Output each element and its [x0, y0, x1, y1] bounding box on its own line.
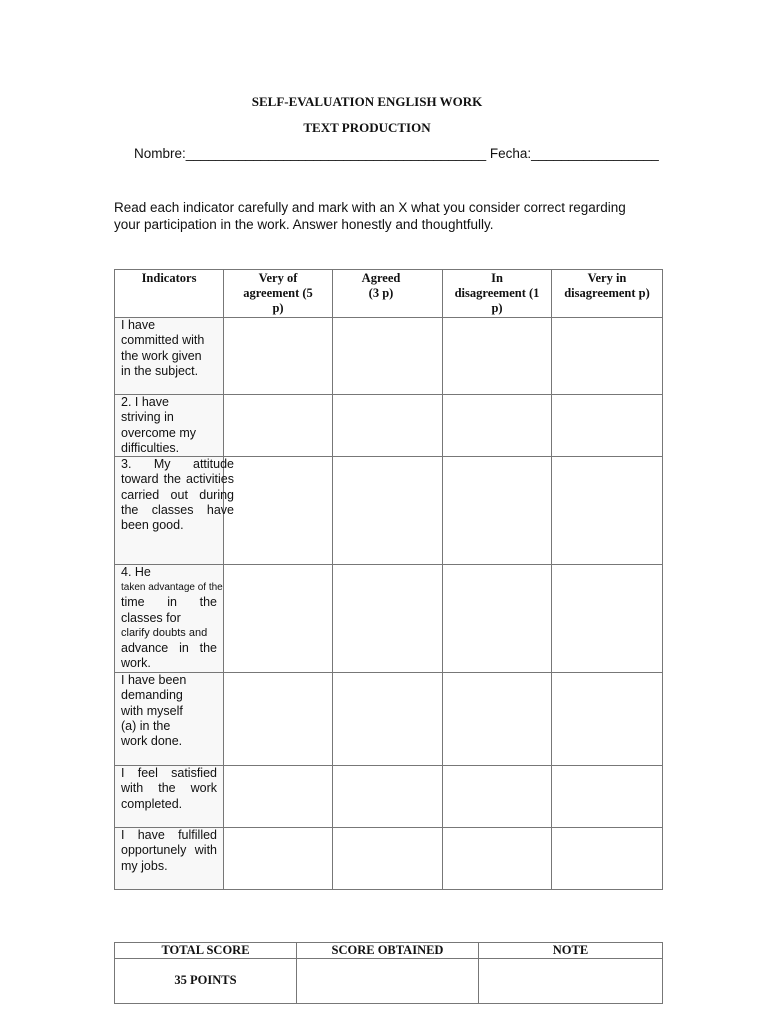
mark-cell[interactable]	[443, 565, 552, 673]
mark-cell[interactable]	[443, 395, 552, 457]
indicator-cell: 2. I have striving in overcome my difficulties.	[115, 395, 224, 457]
score-header-obtained: SCORE OBTAINED	[297, 943, 479, 959]
mark-cell[interactable]	[333, 565, 443, 673]
mark-cell[interactable]	[443, 766, 552, 828]
score-obtained-cell[interactable]	[297, 959, 479, 1004]
document-subtitle: TEXT PRODUCTION	[303, 120, 431, 135]
mark-cell[interactable]	[333, 766, 443, 828]
col-header-in-disagreement: In disagreement (1 p)	[443, 270, 552, 318]
nombre-label: Nombre:	[134, 146, 186, 161]
score-table	[114, 942, 663, 1004]
total-score-value: 35 POINTS	[115, 959, 297, 1004]
mark-cell[interactable]	[224, 457, 333, 565]
col-header-very-agreement: Very of agreement (5 p)	[224, 270, 333, 318]
table-row	[115, 318, 663, 395]
indicator-cell: I have fulfilled opportunely with my jobs.	[115, 828, 224, 890]
nombre-field[interactable]: ________________________________________	[185, 146, 487, 161]
instructions-text: Read each indicator carefully and mark with an X what you consider correct regarding your participation in the work. Answer honestly and thoughtfully.	[114, 200, 626, 232]
mark-cell[interactable]	[333, 828, 443, 890]
mark-cell[interactable]	[224, 565, 333, 673]
mark-cell[interactable]	[443, 457, 552, 565]
indicator-cell: 3. My attitude toward the activities carried out during the classes have been good.	[115, 457, 224, 565]
col-header-very-disagreement: Very in disagreement p)	[552, 270, 663, 318]
indicator-cell: I feel satisfied with the work completed.	[115, 766, 224, 828]
mark-cell[interactable]	[224, 766, 333, 828]
note-cell[interactable]	[479, 959, 663, 1004]
mark-cell[interactable]	[552, 565, 663, 673]
mark-cell[interactable]	[224, 828, 333, 890]
mark-cell[interactable]	[443, 318, 552, 395]
name-date-line	[134, 146, 659, 161]
mark-cell[interactable]	[333, 673, 443, 766]
indicator-cell: I have been demanding with myself (a) in the work done.	[115, 673, 224, 766]
mark-cell[interactable]	[443, 828, 552, 890]
col-header-indicators: Indicators	[115, 270, 224, 318]
score-header-row	[115, 943, 663, 959]
mark-cell[interactable]	[333, 395, 443, 457]
col-header-agreed: Agreed (3 p)	[333, 270, 443, 318]
mark-cell[interactable]	[443, 673, 552, 766]
document-title: SELF-EVALUATION ENGLISH WORK	[251, 94, 483, 109]
fecha-field[interactable]: _________________	[531, 146, 659, 161]
mark-cell[interactable]	[552, 673, 663, 766]
score-header-total: TOTAL SCORE	[115, 943, 297, 959]
mark-cell[interactable]	[552, 457, 663, 565]
mark-cell[interactable]	[224, 395, 333, 457]
indicator-cell: I have committed with the work given in the subject.	[115, 318, 224, 395]
table-row	[115, 457, 663, 565]
mark-cell[interactable]	[552, 395, 663, 457]
table-header-row	[115, 270, 663, 318]
mark-cell[interactable]	[224, 673, 333, 766]
fecha-label: Fecha:	[489, 146, 532, 161]
self-evaluation-table	[114, 269, 663, 890]
mark-cell[interactable]	[333, 318, 443, 395]
table-row	[115, 766, 663, 828]
score-header-note: NOTE	[479, 943, 663, 959]
mark-cell[interactable]	[552, 318, 663, 395]
table-row	[115, 673, 663, 766]
mark-cell[interactable]	[552, 828, 663, 890]
mark-cell[interactable]	[333, 457, 443, 565]
mark-cell[interactable]	[224, 318, 333, 395]
mark-cell[interactable]	[552, 766, 663, 828]
table-row	[115, 395, 663, 457]
score-values-row	[115, 959, 663, 1004]
table-row	[115, 828, 663, 890]
indicator-cell: 4. He taken advantage of the time in the classes for clarify doubts and advance in the work.	[115, 565, 224, 673]
table-row	[115, 565, 663, 673]
